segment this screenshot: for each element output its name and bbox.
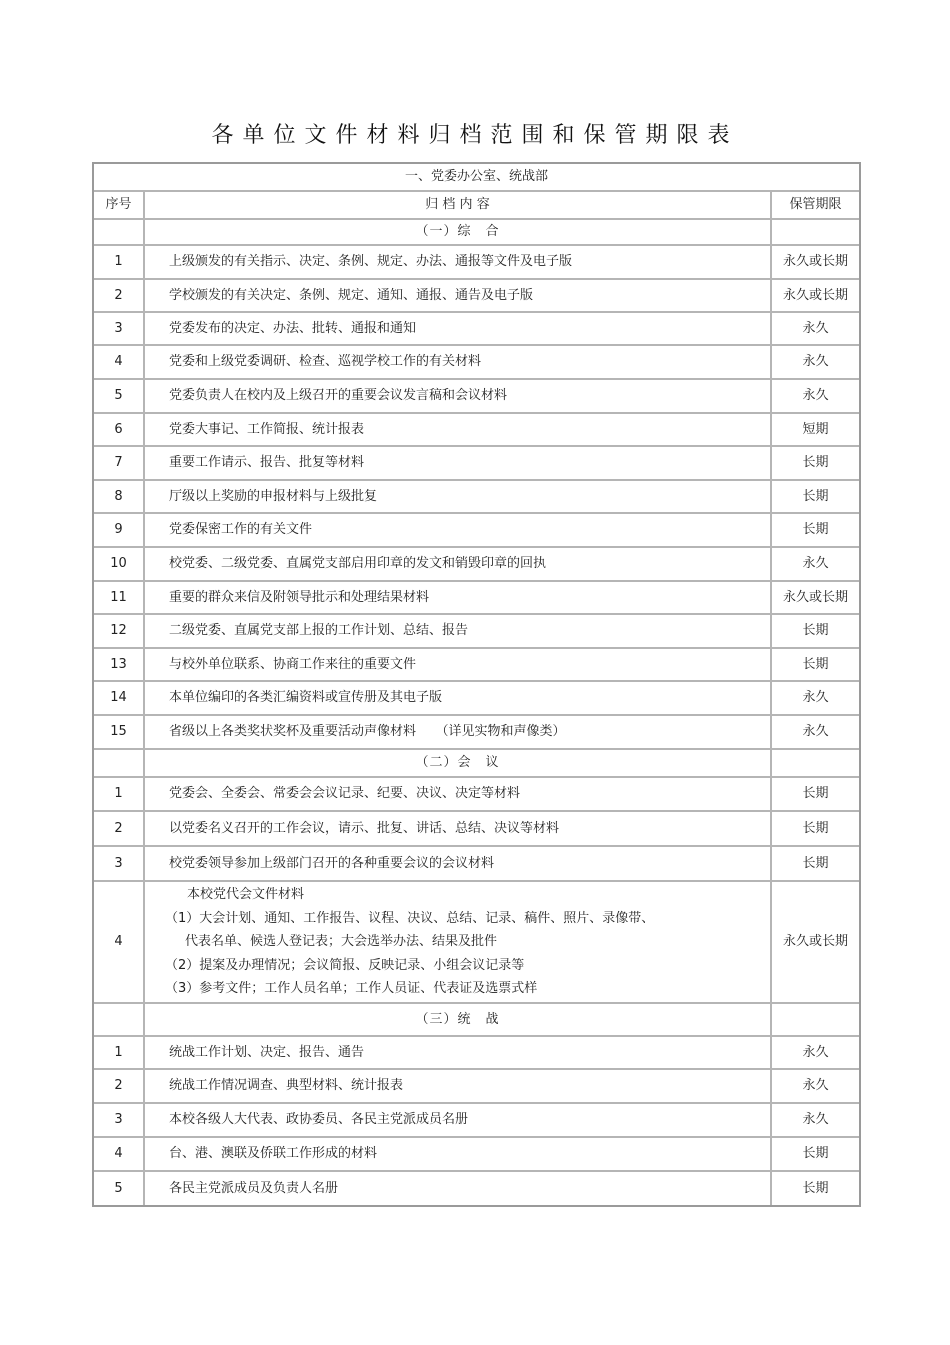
table-row xyxy=(94,1104,859,1138)
section-header-row xyxy=(94,750,859,778)
row-content: 省级以上各类奖状奖杯及重要活动声像材料 （详见实物和声像类） xyxy=(145,716,772,750)
row-content-line: 代表名单、候选人登记表；大会选举办法、结果及批件 xyxy=(185,934,498,950)
row-no: 5 xyxy=(94,380,145,414)
row-content: 与校外单位联系、协商工作来往的重要文件 xyxy=(145,649,772,682)
row-period: 长期 xyxy=(772,615,859,649)
table-row xyxy=(94,346,859,380)
section-title: （二）会 议 xyxy=(145,750,772,778)
table-row xyxy=(94,1037,859,1070)
row-period: 长期 xyxy=(772,649,859,682)
row-period: 永久或长期 xyxy=(772,882,859,1004)
table-row xyxy=(94,414,859,447)
row-no: 3 xyxy=(94,847,145,882)
row-no: 5 xyxy=(94,1172,145,1205)
row-period: 永久 xyxy=(772,1104,859,1138)
section-title: （一）综 合 xyxy=(145,220,772,246)
table-row xyxy=(94,882,859,1004)
row-content: 党委负责人在校内及上级召开的重要会议发言稿和会议材料 xyxy=(145,380,772,414)
department-row xyxy=(94,164,859,192)
row-period: 永久 xyxy=(772,380,859,414)
row-period: 长期 xyxy=(772,812,859,847)
table-row xyxy=(94,280,859,313)
row-no: 2 xyxy=(94,1070,145,1104)
table-row xyxy=(94,1138,859,1172)
row-content: 上级颁发的有关指示、决定、条例、规定、办法、通报等文件及电子版 xyxy=(145,246,772,280)
row-content-line: （2）提案及办理情况；会议简报、反映记录、小组会议记录等 xyxy=(165,957,525,973)
row-period: 永久或长期 xyxy=(772,280,859,313)
row-no: 7 xyxy=(94,447,145,481)
row-period: 长期 xyxy=(772,514,859,548)
row-content: 校党委领导参加上级部门召开的各种重要会议的会议材料 xyxy=(145,847,772,882)
row-content: 二级党委、直属党支部上报的工作计划、总结、报告 xyxy=(145,615,772,649)
row-content: 重要的群众来信及附领导批示和处理结果材料 xyxy=(145,582,772,615)
page-title: 各单位文件材料归档范围和保管期限表 xyxy=(211,123,739,148)
row-no: 10 xyxy=(94,548,145,582)
row-period: 长期 xyxy=(772,778,859,812)
row-content: 学校颁发的有关决定、条例、规定、通知、通报、通告及电子版 xyxy=(145,280,772,313)
row-no: 4 xyxy=(94,1138,145,1172)
row-no: 14 xyxy=(94,682,145,716)
row-no: 2 xyxy=(94,280,145,313)
row-period: 永久 xyxy=(772,548,859,582)
archive-table xyxy=(92,162,861,1207)
row-content: 以党委名义召开的工作会议，请示、批复、讲话、总结、决议等材料 xyxy=(145,812,772,847)
table-row xyxy=(94,380,859,414)
row-no: 2 xyxy=(94,812,145,847)
row-no: 6 xyxy=(94,414,145,447)
row-no: 1 xyxy=(94,778,145,812)
table-row xyxy=(94,778,859,812)
row-period: 永久或长期 xyxy=(772,246,859,280)
row-content-line: （1）大会计划、通知、工作报告、议程、决议、总结、记录、稿件、照片、录像带、 xyxy=(165,910,655,926)
row-no: 3 xyxy=(94,1104,145,1138)
table-row xyxy=(94,582,859,615)
row-content: 校党委、二级党委、直属党支部启用印章的发文和销毁印章的回执 xyxy=(145,548,772,582)
row-content: 本单位编印的各类汇编资料或宣传册及其电子版 xyxy=(145,682,772,716)
row-no: 3 xyxy=(94,313,145,346)
table-row xyxy=(94,514,859,548)
row-period: 永久 xyxy=(772,313,859,346)
table-row xyxy=(94,246,859,280)
row-period: 长期 xyxy=(772,1138,859,1172)
row-period: 永久 xyxy=(772,682,859,716)
row-period: 长期 xyxy=(772,847,859,882)
row-content-line: 本校党代会文件材料 xyxy=(187,887,305,903)
row-content: 重要工作请示、报告、批复等材料 xyxy=(145,447,772,481)
row-no: 11 xyxy=(94,582,145,615)
row-period: 永久 xyxy=(772,716,859,750)
row-period: 永久 xyxy=(772,1037,859,1070)
row-no: 8 xyxy=(94,481,145,514)
row-period: 永久 xyxy=(772,346,859,380)
row-content: 党委会、全委会、常委会会议记录、纪要、决议、决定等材料 xyxy=(145,778,772,812)
section-header-row xyxy=(94,1004,859,1037)
section-title: （三）统 战 xyxy=(145,1004,772,1037)
row-content: 党委发布的决定、办法、批转、通报和通知 xyxy=(145,313,772,346)
table-row xyxy=(94,682,859,716)
row-no: 4 xyxy=(94,882,145,1004)
row-no: 4 xyxy=(94,346,145,380)
header-no: 序号 xyxy=(94,192,145,220)
row-no: 9 xyxy=(94,514,145,548)
row-no: 1 xyxy=(94,1037,145,1070)
row-period: 长期 xyxy=(772,447,859,481)
department-title: 一、党委办公室、统战部 xyxy=(94,164,859,192)
table-row xyxy=(94,649,859,682)
row-period: 短期 xyxy=(772,414,859,447)
row-no: 13 xyxy=(94,649,145,682)
table-row xyxy=(94,313,859,346)
table-row xyxy=(94,716,859,750)
table-row xyxy=(94,548,859,582)
header-row xyxy=(94,192,859,220)
section-header-row xyxy=(94,220,859,246)
row-period: 长期 xyxy=(802,1180,829,1196)
table-row xyxy=(94,615,859,649)
row-no: 12 xyxy=(94,615,145,649)
row-period: 永久 xyxy=(772,1070,859,1104)
row-content-line: （3）参考文件；工作人员名单；工作人员证、代表证及选票式样 xyxy=(165,981,538,997)
row-period: 长期 xyxy=(772,481,859,514)
table-row xyxy=(94,1172,859,1205)
table-row xyxy=(94,447,859,481)
row-content: 厅级以上奖励的申报材料与上级批复 xyxy=(145,481,772,514)
row-content: 统战工作情况调查、典型材料、统计报表 xyxy=(145,1070,772,1104)
row-no: 1 xyxy=(94,246,145,280)
row-content: 党委和上级党委调研、检查、巡视学校工作的有关材料 xyxy=(145,346,772,380)
header-content: 归 档 内 容 xyxy=(145,192,772,220)
table-row xyxy=(94,812,859,847)
row-period: 永久或长期 xyxy=(772,582,859,615)
table-row xyxy=(94,481,859,514)
table-row xyxy=(94,1070,859,1104)
row-content xyxy=(145,882,772,1004)
row-no: 15 xyxy=(94,716,145,750)
row-content: 党委保密工作的有关文件 xyxy=(145,514,772,548)
table-row xyxy=(94,847,859,882)
row-content: 本校各级人大代表、政协委员、各民主党派成员名册 xyxy=(145,1104,772,1138)
row-content: 党委大事记、工作简报、统计报表 xyxy=(145,414,772,447)
row-content: 统战工作计划、决定、报告、通告 xyxy=(145,1037,772,1070)
row-content: 各民主党派成员及负责人名册 xyxy=(145,1172,772,1205)
row-content: 台、港、澳联及侨联工作形成的材料 xyxy=(145,1138,772,1172)
header-period: 保管期限 xyxy=(772,192,859,220)
